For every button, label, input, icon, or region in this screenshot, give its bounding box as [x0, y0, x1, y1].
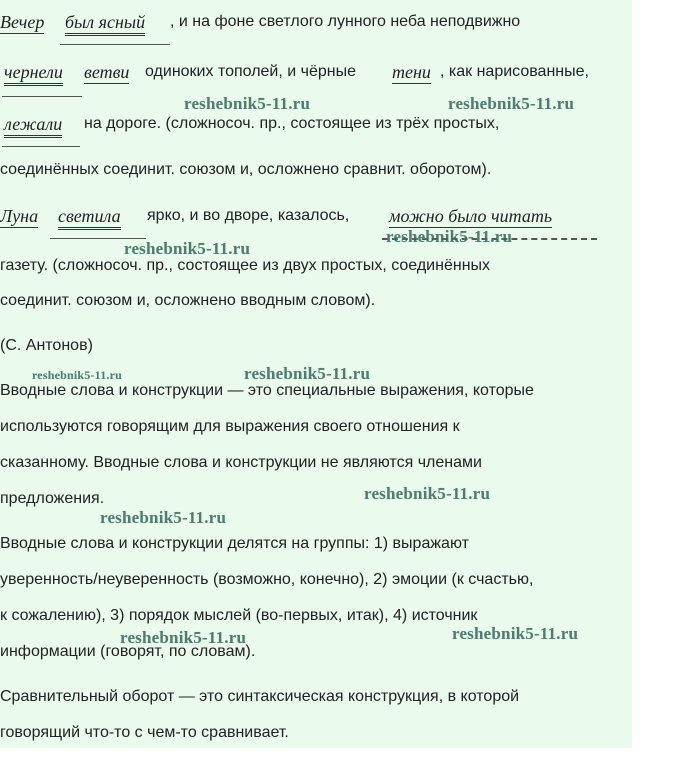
- predicate-svetila: светила: [58, 206, 121, 230]
- text-line: информации (говорят, по словам).: [0, 643, 256, 660]
- watermark-text: reshebnik5-11.ru: [244, 364, 371, 383]
- text-line: говорящий что-то с чем-то сравнивает.: [0, 724, 289, 741]
- intro-phrase-mozhno: можно было читать: [389, 206, 553, 226]
- watermark-text: reshebnik5-11.ru: [32, 368, 122, 382]
- text-line: соединённых соединит. союзом и, осложнено сравнит. оборотом).: [0, 161, 492, 178]
- text-line: на дороге. (сложносоч. пр., состоящее из трёх простых,: [84, 115, 500, 132]
- subject-teni: тени: [392, 62, 431, 82]
- predicate-byl-yasny: был ясный: [65, 12, 145, 36]
- predicate-cherneli: чернели: [4, 62, 63, 86]
- underline-dash: [60, 44, 170, 45]
- text-line: одиноких тополей, и чёрные: [145, 63, 357, 80]
- text-line: соединит. союзом и, осложнено вводным словом).: [0, 292, 376, 309]
- text-line: , как нарисованные,: [440, 63, 589, 80]
- text-line: предложения.: [0, 490, 105, 507]
- watermark-text: reshebnik5-11.ru: [448, 94, 575, 113]
- watermark-text: reshebnik5-11.ru: [100, 508, 227, 527]
- text-line: Сравнительный оборот — это синтаксическая конструкция, в которой: [0, 688, 520, 705]
- watermark-text: reshebnik5-11.ru: [120, 628, 247, 647]
- subject-vetvi: ветви: [84, 62, 130, 82]
- watermark-text: reshebnik5-11.ru: [386, 227, 513, 246]
- subject-luna: Луна: [0, 206, 39, 226]
- watermark-text: reshebnik5-11.ru: [124, 239, 251, 258]
- underline-dash: [2, 146, 80, 147]
- text-line: сказанному. Вводные слова и конструкции не являются членами: [0, 454, 482, 471]
- subject-vecher: Вечер: [0, 12, 45, 32]
- text-line: , и на фоне светлого лунного неба неподвижно: [170, 13, 521, 30]
- text-line: газету. (сложносоч. пр., состоящее из двух простых, соединённых: [0, 257, 491, 274]
- text-line: Вводные слова и конструкции делятся на группы: 1) выражают: [0, 535, 469, 552]
- text-line: уверенность/неуверенность (возможно, конечно), 2) эмоции (к счастью,: [0, 571, 534, 588]
- text-line: Вводные слова и конструкции — это специальные выражения, которые: [0, 382, 534, 399]
- watermark-text: reshebnik5-11.ru: [184, 94, 311, 113]
- author-attribution: (С. Антонов): [0, 337, 93, 354]
- watermark-text: reshebnik5-11.ru: [364, 484, 491, 503]
- text-line: к сожалению), 3) порядок мыслей (во-первых, итак), 4) источник: [0, 607, 478, 624]
- watermark-text: reshebnik5-11.ru: [452, 624, 579, 643]
- predicate-lezhali: лежали: [4, 114, 62, 138]
- underline-dash: [2, 96, 82, 97]
- text-line: ярко, и во дворе, казалось,: [147, 207, 350, 224]
- text-line: используются говорящим для выражения своего отношения к: [0, 418, 460, 435]
